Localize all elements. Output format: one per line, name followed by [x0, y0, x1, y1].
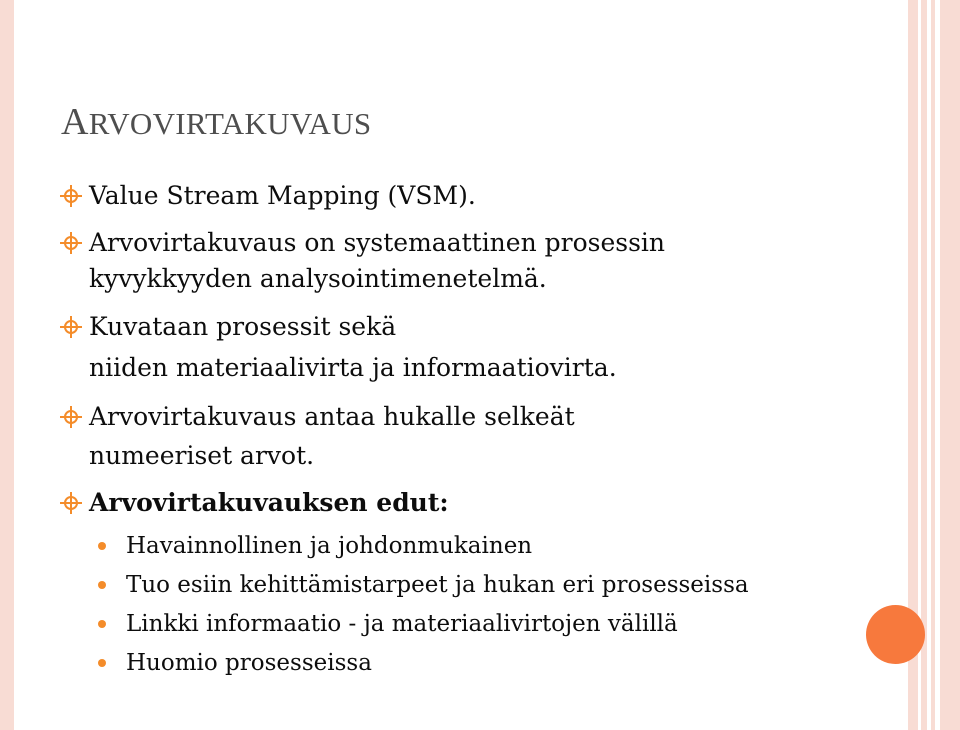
- right-decor-stripe: [940, 0, 960, 730]
- bullet-icon: [64, 236, 78, 250]
- bullet-icon: [64, 410, 78, 424]
- bullet-text: Value Stream Mapping (VSM).: [89, 181, 476, 210]
- orange-circle-decoration: [866, 605, 925, 664]
- slide-title: ARVOVIRTAKUVAUS: [61, 101, 372, 143]
- bullet-text: Kuvataan prosessit sekä: [89, 312, 397, 341]
- sub-bullet-dot: [98, 581, 106, 589]
- sub-bullet-dot: [98, 620, 106, 628]
- bullet-text: Arvovirtakuvaus antaa hukalle selkeät: [89, 402, 575, 431]
- bullet-text-heading: Arvovirtakuvauksen edut:: [89, 488, 449, 517]
- bullet-icon: [64, 189, 78, 203]
- sub-bullet-dot: [98, 659, 106, 667]
- bullet-text-continued: kyvykkyyden analysointimenetelmä.: [89, 264, 547, 293]
- bullet-icon: [64, 496, 78, 510]
- sub-bullet-dot: [98, 542, 106, 550]
- right-decor-stripe: [931, 0, 935, 730]
- sub-bullet-text: Linkki informaatio - ja materiaalivirtojen välillä: [126, 611, 678, 637]
- left-decor-stripe: [0, 0, 14, 730]
- bullet-text: Arvovirtakuvaus on systemaattinen prosessin: [89, 228, 666, 257]
- bullet-icon: [64, 320, 78, 334]
- bullet-text-continued: niiden materiaalivirta ja informaatiovirta.: [89, 353, 617, 382]
- sub-bullet-text: Tuo esiin kehittämistarpeet ja hukan eri prosesseissa: [126, 572, 749, 598]
- bullet-text-continued: numeeriset arvot.: [89, 441, 315, 470]
- sub-bullet-text: Havainnollinen ja johdonmukainen: [126, 533, 533, 559]
- sub-bullet-text: Huomio prosesseissa: [126, 650, 372, 676]
